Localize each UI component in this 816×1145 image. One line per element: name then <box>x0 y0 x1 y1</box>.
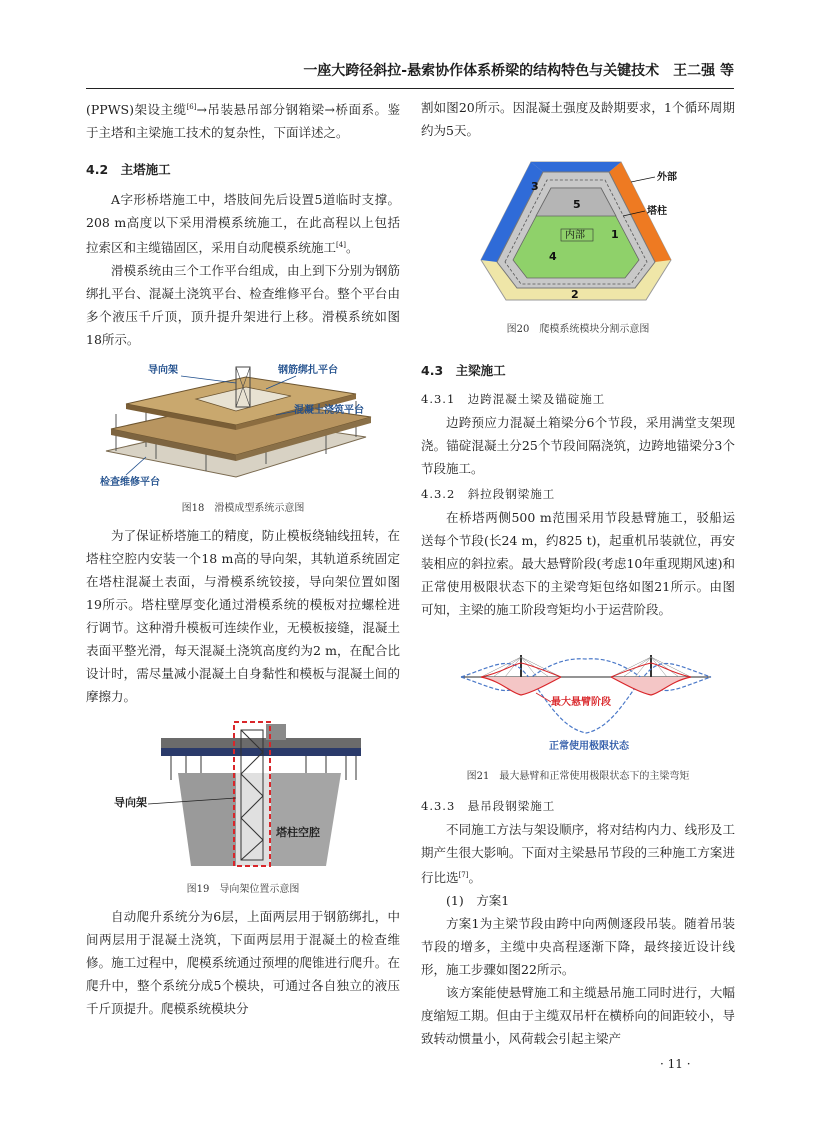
citation: [4] <box>336 241 346 250</box>
figure-21 <box>421 647 735 782</box>
paragraph: 滑模系统由三个工作平台组成，由上到下分别为钢筋绑扎平台、混凝土浇筑平台、检查维修平台。整个平台由多个液压千斤顶，顶升提升架进行上移。滑模系统如图18所示。 <box>86 263 400 348</box>
fig21-label-max-cantilever: 最大悬臂阶段 <box>551 697 611 708</box>
fig18-label-rebar-platform: 钢筋绑扎平台 <box>278 365 338 377</box>
fig20-label-inner: 内部 <box>565 230 585 241</box>
figure-caption: 图18 滑模成型系统示意图 <box>181 503 305 515</box>
citation: [7] <box>458 871 469 879</box>
right-column <box>421 96 735 1050</box>
subsection-heading: 4.3.2 斜拉段钢梁施工 <box>421 487 556 501</box>
running-header <box>0 60 734 80</box>
figure-caption: 图21 最大悬臂和正常使用极限状态下的主梁弯矩 <box>466 771 690 782</box>
guide-frame-illustration <box>86 718 400 870</box>
paragraph: 不同施工方法与架设顺序，将对结构内力、线形及工期产生很大影响。下面对主梁悬吊节段的三种施工方案进行比选[7]。 <box>421 822 735 886</box>
figure-19 <box>86 718 400 895</box>
intro-paragraph: (PPWS)架设主缆[6]→吊装悬吊部分钢箱梁→桥面系。鉴于主塔和主梁施工技术的复杂性，下面详述之。 <box>86 102 400 141</box>
fig20-module-2: 2 <box>571 288 579 301</box>
fig20-module-1: 1 <box>611 228 619 241</box>
section-heading: 4.2 主塔施工 <box>86 162 171 178</box>
page-number: · 11 · <box>660 1057 691 1071</box>
paragraph: 自动爬升系统分为6层，上面两层用于钢筋绑扎，中间两层用于混凝土浇筑，下面两层用于混凝土的检查维修。施工过程中，爬模系统通过预埋的爬锥进行爬升。在爬升中，整个系统分成5个模块，可通过各自独立的液压千斤顶提升。爬模系统模块分 <box>86 909 400 1017</box>
climbing-formwork-modules-diagram <box>421 150 735 310</box>
fig18-label-inspection-platform: 检查维修平台 <box>100 477 160 489</box>
fig19-label-pylon-cavity: 塔柱空腔 <box>276 826 320 840</box>
fig21-label-service-limit: 正常使用极限状态 <box>549 741 629 752</box>
girder-moment-envelope-diagram <box>421 647 735 757</box>
paragraph: 该方案能使悬臂施工和主缆悬吊施工同时进行，大幅度缩短工期。但由于主缆双吊杆在横桥向的间距较小，导致转动惯量小，风荷载会引起主梁产 <box>421 985 735 1047</box>
figure-caption: 图19 导向架位置示意图 <box>186 884 300 896</box>
header-title: 一座大跨径斜拉-悬索协作体系桥梁的结构特色与关键技术 <box>303 63 660 79</box>
fig19-label-guide-frame: 导向架 <box>114 796 147 810</box>
fig20-module-5: 5 <box>573 198 581 211</box>
paragraph: 边跨预应力混凝土箱梁分6个节段，采用满堂支架现浇。锚碇混凝土分25个节段间隔浇筑，边跨地锚梁分3个节段施工。 <box>421 415 735 476</box>
subsection-heading: 4.3.3 悬吊段钢梁施工 <box>421 799 556 813</box>
left-column <box>86 96 400 1020</box>
slipform-system-illustration <box>86 359 400 489</box>
citation: [6] <box>186 103 197 111</box>
paragraph: 在桥塔两侧500 m范围采用节段悬臂施工，驳船运送每个节段(长24 m，约825 t)，起重机吊装就位，再安装相应的斜拉索。最大悬臂阶段(考虑10年重现期风速)和正常使用极限状态下的主梁弯矩包络如图21所示。由图可知，主梁的施工阶段弯矩均小于运营阶段。 <box>421 510 735 617</box>
header-rule <box>86 88 734 89</box>
fig20-label-pylon: 塔柱 <box>647 206 667 217</box>
subsection-heading: 4.3.1 边跨混凝土梁及锚碇施工 <box>421 392 606 406</box>
paragraph: 为了保证桥塔施工的精度，防止模板绕轴线扭转，在塔柱空腔内安装一个18 m高的导向架，其轨道系统固定在塔柱混凝土表面，与滑模系统铰接，导向架位置如图19所示。塔柱壁厚变化通过滑模系统的模板对拉螺栓进行调节。这种滑升模板可连续作业，无模板接缝，混凝土表面平整光滑，每天混凝土浇筑高度约为2 m，在配合比设计时，需尽量减小混凝土自身黏性和模板与混凝土间的摩擦力。 <box>86 528 400 705</box>
fig20-label-outer: 外部 <box>657 172 677 183</box>
plan-heading: (1) 方案1 <box>446 893 510 909</box>
paragraph: A字形桥塔施工中，塔肢间先后设置5道临时支撑。208 m高度以下采用滑模系统施工，在此高程以上包括拉索区和主缆锚固区，采用自动爬模系统施工[4]。 <box>86 192 400 256</box>
fig20-module-3: 3 <box>531 180 539 193</box>
figure-18 <box>86 359 400 514</box>
paragraph: 割如图20所示。因混凝土强度及龄期要求，1个循环周期约为5天。 <box>421 100 735 138</box>
fig20-module-4: 4 <box>549 250 557 263</box>
fig18-label-guide-frame: 导向架 <box>148 365 178 377</box>
fig18-label-concrete-platform: 混凝土浇筑平台 <box>294 405 364 417</box>
section-heading: 4.3 主梁施工 <box>421 363 506 378</box>
figure-20 <box>421 150 735 335</box>
figure-caption: 图20 爬模系统模块分割示意图 <box>506 324 650 335</box>
header-authors: 王二强 等 <box>673 63 734 79</box>
paragraph: 方案1为主梁节段由跨中向两侧逐段吊装。随着吊装节段的增多，主缆中央高程逐渐下降，最终接近设计线形，施工步骤如图22所示。 <box>421 916 735 978</box>
